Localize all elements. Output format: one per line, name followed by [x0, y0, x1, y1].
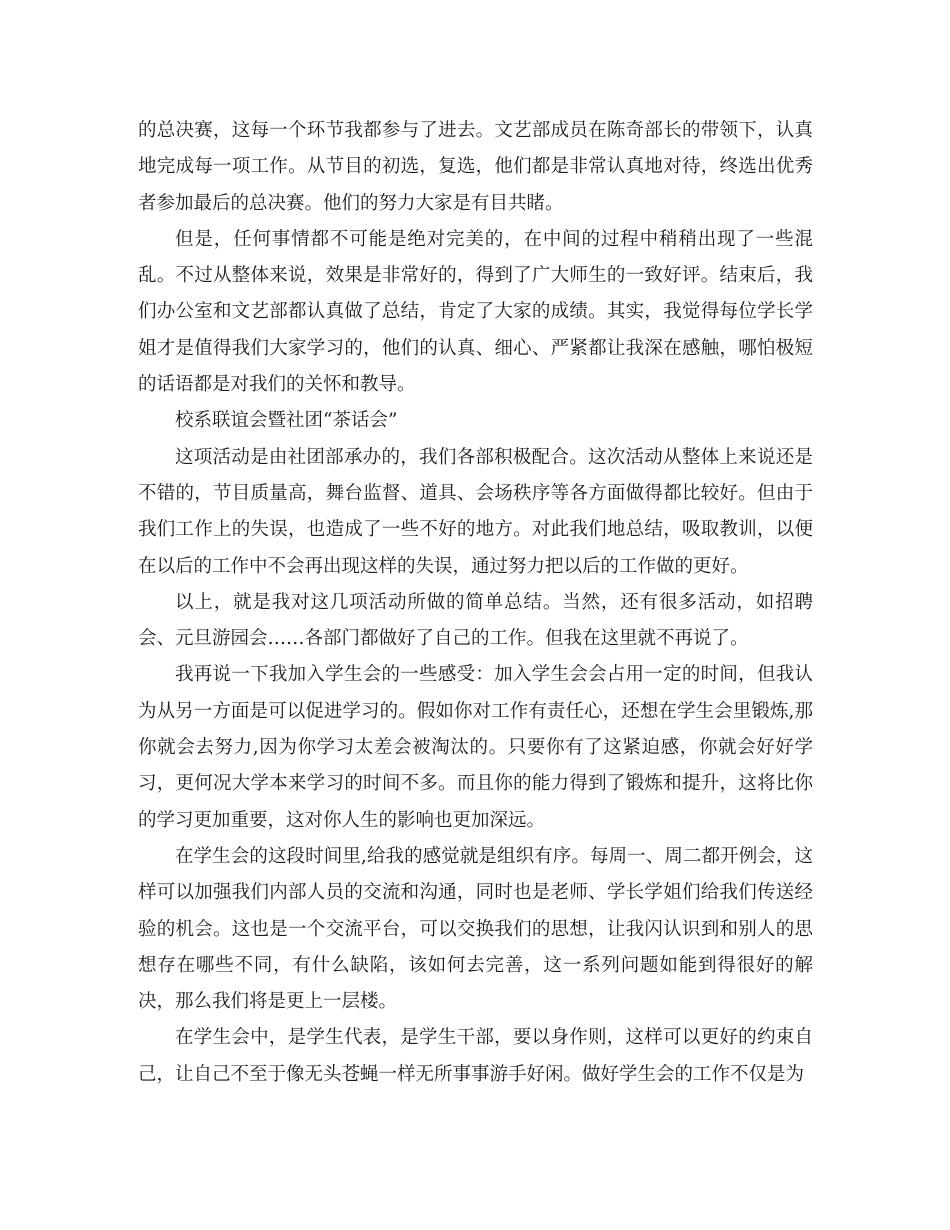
document-body [138, 113, 813, 1093]
section-heading: 校系联谊会暨社团“茶话会” [175, 410, 398, 432]
paragraph: 在学生会的这段时间里,给我的感觉就是组织有序。每周一、周二都开例会，这样可以加强我们内部人员的交流和沟通，同时也是老师、学长学姐们给我们传送经验的机会。这也是一个交流平台，可以交换我们的思想，让我闪认识到和别人的思想存在哪些不同，有什么缺陷，该如何去完善，这一系列问题如能到得很好的解决，那么我们将是更上一层楼。 [138, 845, 813, 1013]
paragraph: 以上，就是我对这几项活动所做的简单总结。当然，还有很多活动，如招聘会、元旦游园会……各部门都做好了自己的工作。但我在这里就不再说了。 [138, 591, 813, 650]
paragraph: 但是，任何事情都不可能是绝对完美的，在中间的过程中稍稍出现了一些混乱。不过从整体来说，效果是非常好的，得到了广大师生的一致好评。结束后，我们办公室和文艺部都认真做了总结，肯定了大家的成绩。其实，我觉得每位学长学姐才是值得我们大家学习的，他们的认真、细心、严紧都让我深在感触，哪怕极短的话语都是对我们的关怀和教导。 [138, 228, 813, 396]
paragraph: 这项活动是由社团部承办的，我们各部积极配合。这次活动从整体上来说还是不错的，节目质量高，舞台监督、道具、会场秩序等各方面做得都比较好。但由于我们工作上的失误，也造成了一些不好的地方。对此我们地总结，吸取教训，以便在以后的工作中不会再出现这样的失误，通过努力把以后的工作做的更好。 [138, 446, 813, 577]
paragraph: 我再说一下我加入学生会的一些感受：加入学生会会占用一定的时间，但我认为从另一方面是可以促进学习的。假如你对工作有责任心，还想在学生会里锻炼,那你就会去努力,因为你学习太差会被淘汰的。只要你有了这紧迫感，你就会好好学习，更何况大学本来学习的时间不多。而且你的能力得到了锻炼和提升，这将比你的学习更加重要，这对你人生的影响也更加深远。 [138, 664, 813, 831]
paragraph-continuation: 的总决赛，这每一个环节我都参与了进去。文艺部成员在陈奇部长的带领下，认真地完成每一项工作。从节目的初选，复选，他们都是非常认真地对待，终选出优秀者参加最后的总决赛。他们的努力大家是有目共睹。 [138, 120, 813, 214]
paragraph: 在学生会中，是学生代表，是学生干部，要以身作则，这样可以更好的约束自己，让自己不至于像无头苍蝇一样无所事事游手好闲。做好学生会的工作不仅是为 [138, 1027, 813, 1085]
